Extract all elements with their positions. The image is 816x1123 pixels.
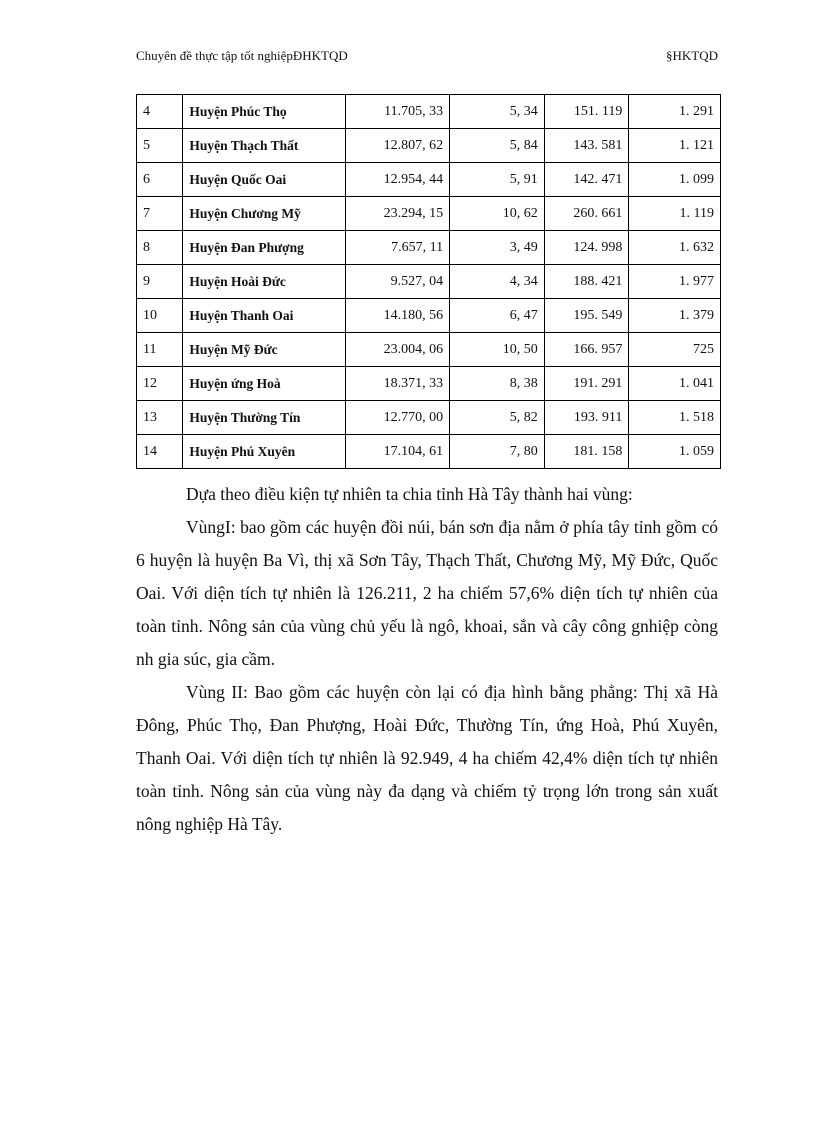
cell-population: 151. 119 [544, 95, 629, 129]
cell-district-name: Huyện Thanh Oai [183, 299, 346, 333]
table-row [137, 401, 721, 435]
cell-percent: 10, 62 [450, 197, 545, 231]
cell-percent: 6, 47 [450, 299, 545, 333]
cell-district-name: Huyện Chương Mỹ [183, 197, 346, 231]
cell-area: 12.954, 44 [346, 163, 450, 197]
cell-area: 14.180, 56 [346, 299, 450, 333]
table-row [137, 435, 721, 469]
cell-percent: 5, 91 [450, 163, 545, 197]
table-row [137, 265, 721, 299]
body-text [136, 478, 718, 841]
cell-population: 124. 998 [544, 231, 629, 265]
cell-district-name: Huyện ứng Hoà [183, 367, 346, 401]
cell-percent: 5, 84 [450, 129, 545, 163]
cell-density: 1. 059 [629, 435, 721, 469]
cell-district-name: Huyện Phúc Thọ [183, 95, 346, 129]
cell-percent: 5, 82 [450, 401, 545, 435]
cell-stt: 4 [137, 95, 183, 129]
table-row [137, 231, 721, 265]
paragraph-region-1: VùngI: bao gồm các huyện đồi núi, bán sơn địa nằm ở phía tây tỉnh gồm có 6 huyện là huyện Ba Vì, thị xã Sơn Tây, Thạch Thất, Chương Mỹ, Mỹ Đức, Quốc Oai. Với diện tích tự nhiên là 126.211, 2 ha chiếm 57,6% diện tích tự nhiên của toàn tỉnh. Nông sản của vùng chủ yếu là ngô, khoai, sắn và cây công gnhiệp còng nh gia súc, gia cầm. [136, 517, 718, 669]
cell-density: 1. 632 [629, 231, 721, 265]
cell-population: 188. 421 [544, 265, 629, 299]
cell-area: 17.104, 61 [346, 435, 450, 469]
cell-population: 142. 471 [544, 163, 629, 197]
cell-area: 7.657, 11 [346, 231, 450, 265]
table-row [137, 197, 721, 231]
cell-density: 1. 291 [629, 95, 721, 129]
table-row [137, 129, 721, 163]
cell-district-name: Huyện Quốc Oai [183, 163, 346, 197]
cell-percent: 3, 49 [450, 231, 545, 265]
cell-stt: 14 [137, 435, 183, 469]
cell-population: 181. 158 [544, 435, 629, 469]
page-header [136, 48, 718, 68]
cell-district-name: Huyện Phú Xuyên [183, 435, 346, 469]
cell-area: 9.527, 04 [346, 265, 450, 299]
cell-population: 191. 291 [544, 367, 629, 401]
cell-stt: 6 [137, 163, 183, 197]
cell-percent: 8, 38 [450, 367, 545, 401]
cell-stt: 11 [137, 333, 183, 367]
cell-density: 725 [629, 333, 721, 367]
cell-area: 23.004, 06 [346, 333, 450, 367]
table-body [137, 95, 721, 469]
cell-stt: 5 [137, 129, 183, 163]
header-right-text: §HKTQD [666, 48, 718, 63]
cell-district-name: Huyện Thường Tín [183, 401, 346, 435]
paragraph-intro: Dựa theo điều kiện tự nhiên ta chia tỉnh Hà Tây thành hai vùng: [186, 484, 633, 504]
cell-population: 193. 911 [544, 401, 629, 435]
cell-density: 1. 121 [629, 129, 721, 163]
header-left-text: Chuyên đề thực tập tốt nghiệpĐHKTQD [136, 48, 348, 63]
table-row [137, 367, 721, 401]
cell-stt: 9 [137, 265, 183, 299]
cell-stt: 8 [137, 231, 183, 265]
cell-density: 1. 518 [629, 401, 721, 435]
cell-percent: 10, 50 [450, 333, 545, 367]
cell-district-name: Huyện Hoài Đức [183, 265, 346, 299]
table-row [137, 333, 721, 367]
cell-district-name: Huyện Mỹ Đức [183, 333, 346, 367]
cell-district-name: Huyện Đan Phượng [183, 231, 346, 265]
cell-density: 1. 119 [629, 197, 721, 231]
cell-percent: 7, 80 [450, 435, 545, 469]
cell-percent: 5, 34 [450, 95, 545, 129]
cell-area: 12.770, 00 [346, 401, 450, 435]
cell-stt: 13 [137, 401, 183, 435]
cell-area: 11.705, 33 [346, 95, 450, 129]
table-row [137, 299, 721, 333]
cell-population: 143. 581 [544, 129, 629, 163]
cell-density: 1. 379 [629, 299, 721, 333]
cell-area: 18.371, 33 [346, 367, 450, 401]
cell-density: 1. 041 [629, 367, 721, 401]
cell-density: 1. 099 [629, 163, 721, 197]
table-row [137, 95, 721, 129]
cell-stt: 7 [137, 197, 183, 231]
cell-population: 195. 549 [544, 299, 629, 333]
table-row [137, 163, 721, 197]
cell-area: 23.294, 15 [346, 197, 450, 231]
cell-population: 166. 957 [544, 333, 629, 367]
cell-density: 1. 977 [629, 265, 721, 299]
cell-population: 260. 661 [544, 197, 629, 231]
cell-percent: 4, 34 [450, 265, 545, 299]
cell-area: 12.807, 62 [346, 129, 450, 163]
cell-district-name: Huyện Thạch Thất [183, 129, 346, 163]
cell-stt: 10 [137, 299, 183, 333]
paragraph-region-2: Vùng II: Bao gồm các huyện còn lại có địa hình bằng phẳng: Thị xã Hà Đông, Phúc Thọ, Đan Phượng, Hoài Đức, Thường Tín, ứng Hoà, Phú Xuyên, Thanh Oai. Với diện tích tự nhiên là 92.949, 4 ha chiếm 42,4% diện tích tự nhiên toàn tỉnh. Nông sản của vùng này đa dạng và chiếm tỷ trọng lớn trong sản xuất nông nghiệp Hà Tây. [136, 682, 718, 834]
cell-stt: 12 [137, 367, 183, 401]
district-table [136, 94, 721, 469]
